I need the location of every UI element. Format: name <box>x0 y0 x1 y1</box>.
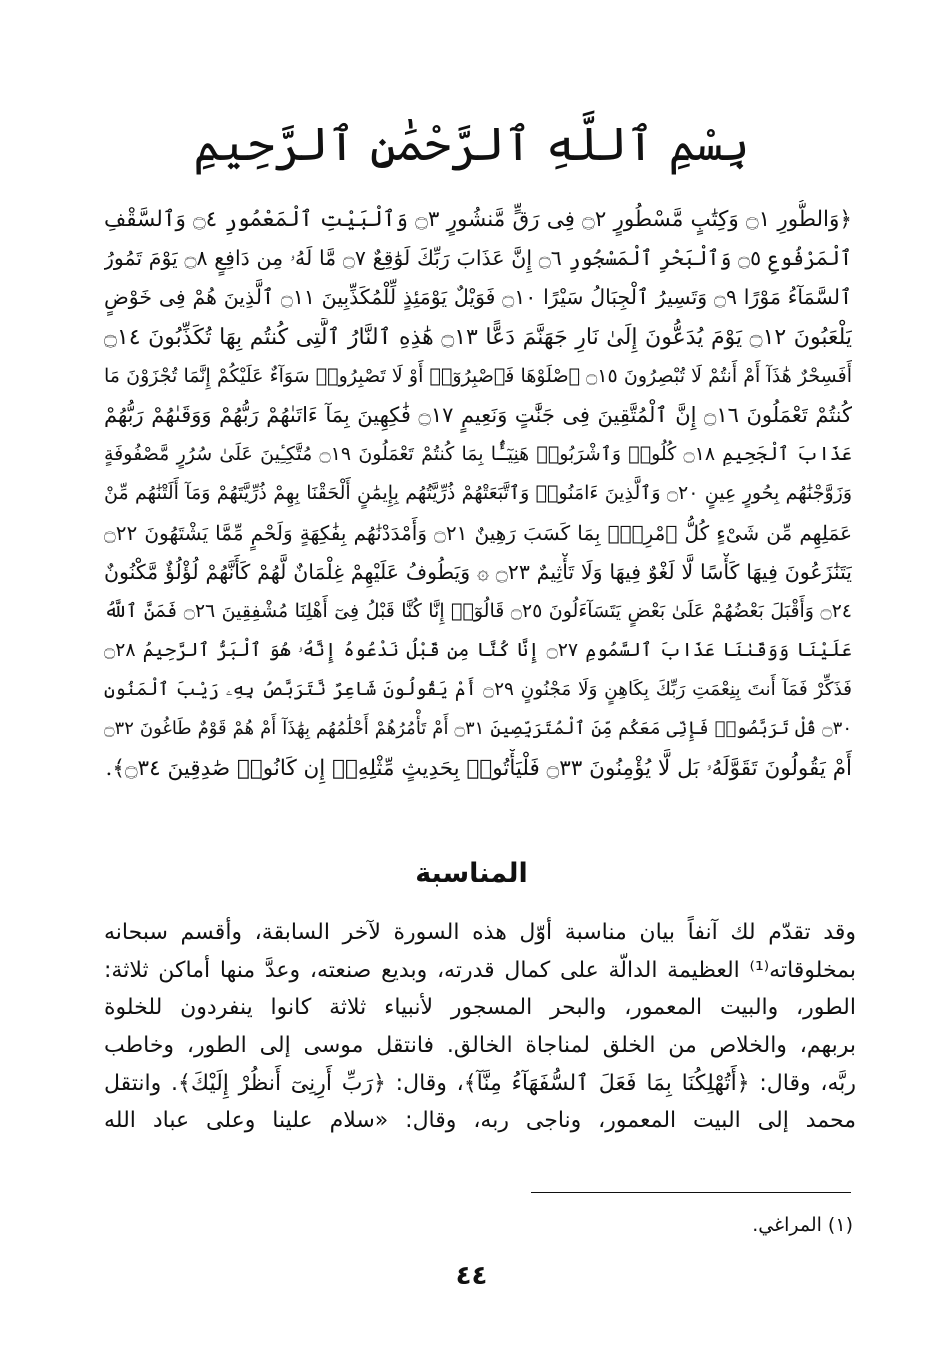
quran-line: ۝٣٠ قُلْ تَرَبَّصُوا۟ فَإِنِّى مَعَكُم مِّنَ ٱلْمُتَرَبِّصِينَ ۝٣١ أَمْ تَأْمُرُهُمْ أَحْلَٰمُهُم بِهَٰذَآ أَمْ هُمْ قَوْمٌ طَاغُونَ ۝٣٢ <box>104 718 852 740</box>
quran-line: عَذَابَ ٱلْجَحِيمِ ۝١٨ كُلُوا۟ وَٱشْرَبُوا۟ هَنِيٓـًٔۢا بِمَا كُنتُمْ تَعْمَلُونَ ۝١٩ مُتَّكِـِٔينَ عَلَىٰ سُرُرٍ مَّصْفُوفَةٍ <box>104 443 852 466</box>
quran-line: أَفَسِحْرٌ هَٰذَآ أَمْ أَنتُمْ لَا تُبْصِرُونَ ۝١٥ ٱصْلَوْهَا فَٱصْبِرُوٓا۟ أَوْ لَا تَصْبِرُوا۟ سَوَآءٌ عَلَيْكُمْ إِنَّمَا تُجْزَوْنَ مَا <box>104 364 852 387</box>
quran-line: ٱلسَّمَآءُ مَوْرًا ۝٩ وَتَسِيرُ ٱلْجِبَالُ سَيْرًا ۝١٠ فَوَيْلٌ يَوْمَئِذٍ لِّلْمُكَذِّبِينَ ۝١١ ٱلَّذِينَ هُمْ فِى خَوْضٍ <box>104 285 852 310</box>
quran-line: أَمْ يَقُولُونَ تَقَوَّلَهُۥ بَل لَّا يُؤْمِنُونَ ۝٣٣ فَلْيَأْتُوا۟ بِحَدِيثٍ مِّثْلِهِۦٓ إِن كَانُوا۟ صَٰدِقِينَ ۝٣٤﴾. <box>105 755 852 781</box>
commentary-text-block <box>104 914 856 1140</box>
quran-line: يَلْعَبُونَ ۝١٢ يَوْمَ يُدَعُّونَ إِلَىٰ نَارِ جَهَنَّمَ دَعًّا ۝١٣ هَٰذِهِ ٱلنَّارُ ٱلَّتِى كُنتُم بِهَا تُكَذِّبُونَ ۝١٤ <box>104 324 852 350</box>
prose-line: الطور، والبيت المعمور، والبحر المسجور لأنبياء ثلاثة كانوا ينفردون للخلوة <box>104 995 856 1021</box>
quran-line: ٱلْمَرْفُوعِ ۝٥ وَٱلْبَحْرِ ٱلْمَسْجُورِ ۝٦ إِنَّ عَذَابَ رَبِّكَ لَوَٰقِعٌ ۝٧ مَّا لَهُۥ مِن دَافِعٍ ۝٨ يَوْمَ تَمُورُ <box>104 246 852 271</box>
prose-line: وقد تقدّم لك آنفاً بيان مناسبة أوّل هذه السورة لآخر السابقة، وأقسم سبحانه <box>104 920 856 945</box>
quran-line: فَذَكِّرْ فَمَآ أَنتَ بِنِعْمَتِ رَبِّكَ بِكَاهِنٍ وَلَا مَجْنُونٍ ۝٢٩ أَمْ يَقُولُونَ شَاعِرٌ نَّتَرَبَّصُ بِهِۦ رَيْبَ ٱلْمَنُونِ <box>104 679 852 701</box>
prose-line: ربَّه، وقال: ﴿أَتُهْلِكُنَا بِمَا فَعَلَ ٱلسُّفَهَآءُ مِنَّآ﴾، وقال: ﴿رَبِّ أَرِنِىٓ أَنظُرْ إِلَيْكَ﴾. وانتقل <box>104 1070 856 1096</box>
section-heading: المناسبة <box>415 858 528 889</box>
basmala-heading: بِسْمِ ٱللَّهِ ٱلرَّحْمَٰنِ ٱلرَّحِيمِ <box>193 117 750 171</box>
quran-line: كُنتُمْ تَعْمَلُونَ ۝١٦ إِنَّ ٱلْمُتَّقِينَ فِى جَنَّٰتٍ وَنَعِيمٍ ۝١٧ فَٰكِهِينَ بِمَآ ءَاتَىٰهُمْ رَبُّهُمْ وَوَقَىٰهُمْ رَبُّهُمْ <box>104 402 852 427</box>
quran-text-block <box>104 200 852 788</box>
prose-line: بمخلوقاته⁽¹⁾ العظيمة الدالّة على كمال قدرته، وبديع صنعته، وعدَّ منها أماكن ثلاثة: <box>104 957 856 983</box>
page-number: ٤٤ <box>455 1261 488 1291</box>
quran-line: ۝٢٤ وَأَقْبَلَ بَعْضُهُمْ عَلَىٰ بَعْضٍ يَتَسَآءَلُونَ ۝٢٥ قَالُوٓا۟ إِنَّا كُنَّا قَبْلُ فِىٓ أَهْلِنَا مُشْفِقِينَ ۝٢٦ فَمَنَّ ٱللَّهُ <box>104 599 852 622</box>
footnote: (١) المراغي. <box>752 1214 853 1236</box>
prose-line: محمد إلى البيت المعمور، وناجى ربه، وقال: «سلام علينا وعلى عباد الله <box>104 1108 856 1134</box>
quran-line: وَزَوَّجْنَٰهُم بِحُورٍ عِينٍ ۝٢٠ وَٱلَّذِينَ ءَامَنُوا۟ وَٱتَّبَعَتْهُمْ ذُرِّيَّتُهُم بِإِيمَٰنٍ أَلْحَقْنَا بِهِمْ ذُرِّيَّتَهُمْ وَمَآ أَلَتْنَٰهُم مِّنْ <box>104 482 852 505</box>
prose-line: بربهم، والخلاص من الخلق لمناجاة الخالق. فانتقل موسى إلى الطور، وخاطب <box>104 1033 856 1059</box>
quran-line: ﴿وَالطُّورِ ۝١ وَكِتَٰبٍ مَّسْطُورٍ ۝٢ فِى رَقٍّ مَّنشُورٍ ۝٣ وَٱلْبَيْتِ ٱلْمَعْمُورِ ۝٤ وَٱلسَّقْفِ <box>104 207 852 232</box>
quran-line: عَمَلِهِم مِّن شَىْءٍ كُلُّ ٱمْرِئٍۭ بِمَا كَسَبَ رَهِينٌ ۝٢١ وَأَمْدَدْنَٰهُم بِفَٰكِهَةٍ وَلَحْمٍ مِّمَّا يَشْتَهُونَ ۝٢٢ <box>104 520 852 545</box>
quran-line: عَلَيْنَا وَوَقَىٰنَا عَذَابَ ٱلسَّمُومِ ۝٢٧ إِنَّا كُنَّا مِن قَبْلُ نَدْعُوهُ إِنَّهُۥ هُوَ ٱلْبَرُّ ٱلرَّحِيمُ ۝٢٨ <box>104 639 852 662</box>
quran-line: يَتَنَٰزَعُونَ فِيهَا كَأْسًا لَّا لَغْوٌ فِيهَا وَلَا تَأْثِيمٌ ۝٢٣ ۞ وَيَطُوفُ عَلَيْهِمْ غِلْمَانٌ لَّهُمْ كَأَنَّهُمْ لُؤْلُؤٌ مَّكْنُونٌ <box>104 559 852 584</box>
footnote-divider <box>531 1192 851 1193</box>
